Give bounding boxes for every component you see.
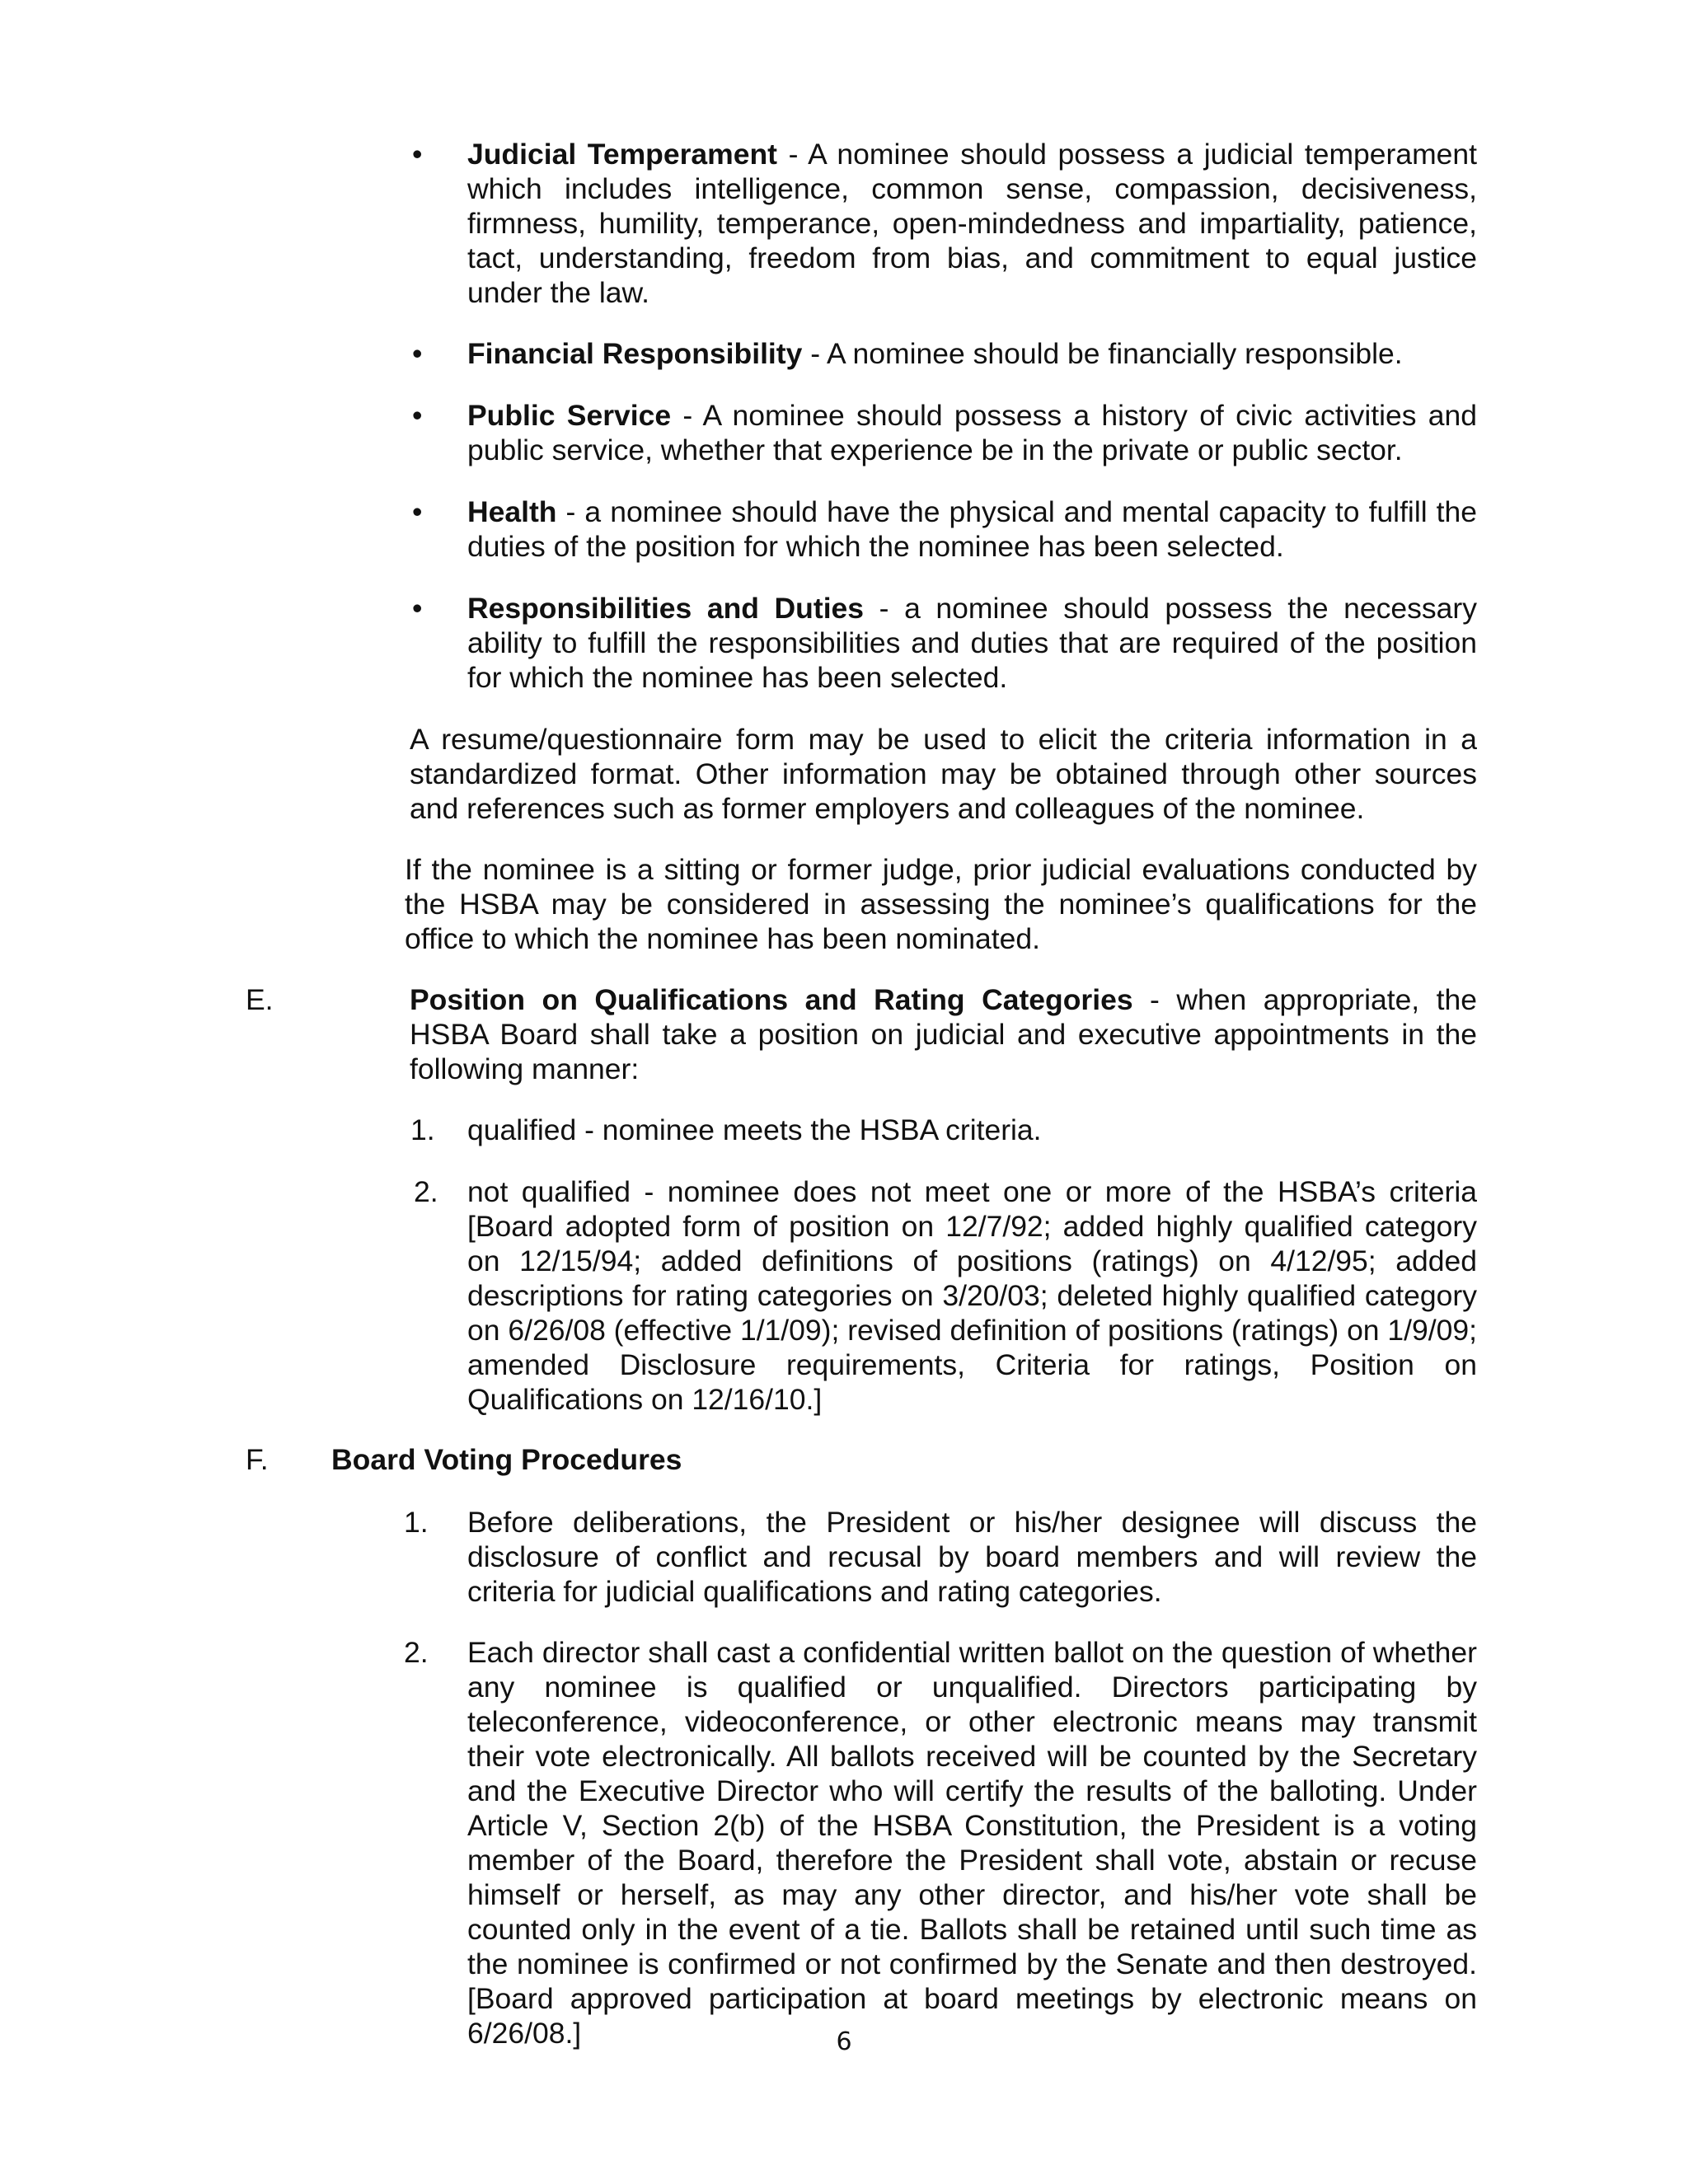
bullet-description: - a nominee should possess the necessary ability to fulfill the responsibilities and duties that are required of the position for which the nominee has been selected. bbox=[467, 592, 1477, 694]
bullet-mark: • bbox=[412, 337, 423, 370]
list-number: 2. bbox=[414, 1175, 438, 1208]
list-number: 2. bbox=[404, 1636, 429, 1669]
section-e-description: - when appropriate, the HSBA Board shall take a position on judicial and executive appointments in the following manner: bbox=[410, 983, 1478, 1085]
bullet-text bbox=[467, 494, 1477, 564]
list-number: 1. bbox=[410, 1113, 435, 1146]
bullet-description: - a nominee should have the physical and mental capacity to fulfill the duties of the position for which the nominee has been selected. bbox=[467, 495, 1477, 563]
section-f-letter: F. bbox=[246, 1443, 269, 1476]
list-number: 1. bbox=[404, 1506, 429, 1539]
bullet-text bbox=[467, 137, 1477, 310]
bullet-term: Responsibilities and Duties bbox=[467, 592, 865, 625]
paragraph-resume-questionnaire: A resume/questionnaire form may be used to elicit the criteria information in a standardized format. Other information may be obtained through other sources and references such as former employers and colleagues of the nominee. bbox=[410, 723, 1477, 825]
bullet-term: Judicial Temperament bbox=[467, 138, 777, 171]
list-item-text: not qualified - nominee does not meet one or more of the HSBA’s criteria [Board adopted form of position on 12/7/92; added highly qualified category on 12/15/94; added definitions of positions (ratings) on 4/12/95; added descriptions for rating categories on 3/20/03; deleted highly qualified category on 6/26/08 (effective 1/1/09); revised definition of positions (ratings) on 1/9/09; amended Disclosure requirements, Criteria for ratings, Position on Qualifications on 12/16/10.] bbox=[467, 1175, 1477, 1416]
bullet-mark: • bbox=[412, 592, 423, 625]
section-e-letter: E. bbox=[246, 983, 274, 1016]
paragraph-prior-judicial-evaluations: If the nominee is a sitting or former judge, prior judicial evaluations conducted by the HSBA may be considered in assessing the nominee’s qualifications for the office to which the nominee has been nominated. bbox=[405, 853, 1477, 955]
list-item-text: qualified - nominee meets the HSBA criteria. bbox=[467, 1113, 1042, 1146]
bullet-text bbox=[467, 591, 1477, 695]
bullet-term: Financial Responsibility bbox=[467, 337, 803, 370]
list-item-text: Each director shall cast a confidential written ballot on the question of whether any nominee is qualified or unqualified. Directors participating by teleconference, videoconference, or other electronic means may transmit their vote electronically. All ballots received will be counted by the Secretary and the Executive Director who will certify the results of the balloting. Under Article V, Section 2(b) of the HSBA Constitution, the President is a voting member of the Board, therefore the President shall vote, abstain or recuse himself or herself, as may any other director, and his/her vote shall be counted only in the event of a tie. Ballots shall be retained until such time as the nominee is confirmed or not confirmed by the Senate and then destroyed. [Board approved participation at board meetings by electronic means on 6/26/08.] bbox=[467, 1636, 1477, 2050]
bullet-mark: • bbox=[412, 399, 423, 432]
bullet-term: Public Service bbox=[467, 399, 672, 432]
bullet-mark: • bbox=[412, 495, 423, 528]
bullet-text bbox=[467, 336, 1477, 371]
bullet-term: Health bbox=[467, 495, 557, 528]
section-f-title: Board Voting Procedures bbox=[331, 1443, 682, 1476]
bullet-description: - A nominee should possess a history of civic activities and public service, whether that experience be in the private or public sector. bbox=[467, 399, 1477, 466]
bullet-mark: • bbox=[412, 138, 423, 171]
section-e-heading bbox=[410, 982, 1477, 1086]
section-f-heading bbox=[331, 1442, 1073, 1477]
bullet-description: - A nominee should possess a judicial temperament which includes intelligence, common sense, compassion, decisiveness, firmness, humility, temperance, open-mindedness and impartiality, patience, tact, understanding, freedom from bias, and commitment to equal justice under the law. bbox=[467, 138, 1477, 309]
section-e-title: Position on Qualifications and Rating Categories bbox=[410, 983, 1133, 1016]
bullet-description: - A nominee should be financially responsible. bbox=[802, 337, 1403, 370]
page-number: 6 bbox=[836, 2027, 852, 2056]
list-item-text: Before deliberations, the President or his/her designee will discuss the disclosure of conflict and recusal by board members and will review the criteria for judicial qualifications and rating categories. bbox=[467, 1506, 1477, 1608]
bullet-text bbox=[467, 398, 1477, 467]
